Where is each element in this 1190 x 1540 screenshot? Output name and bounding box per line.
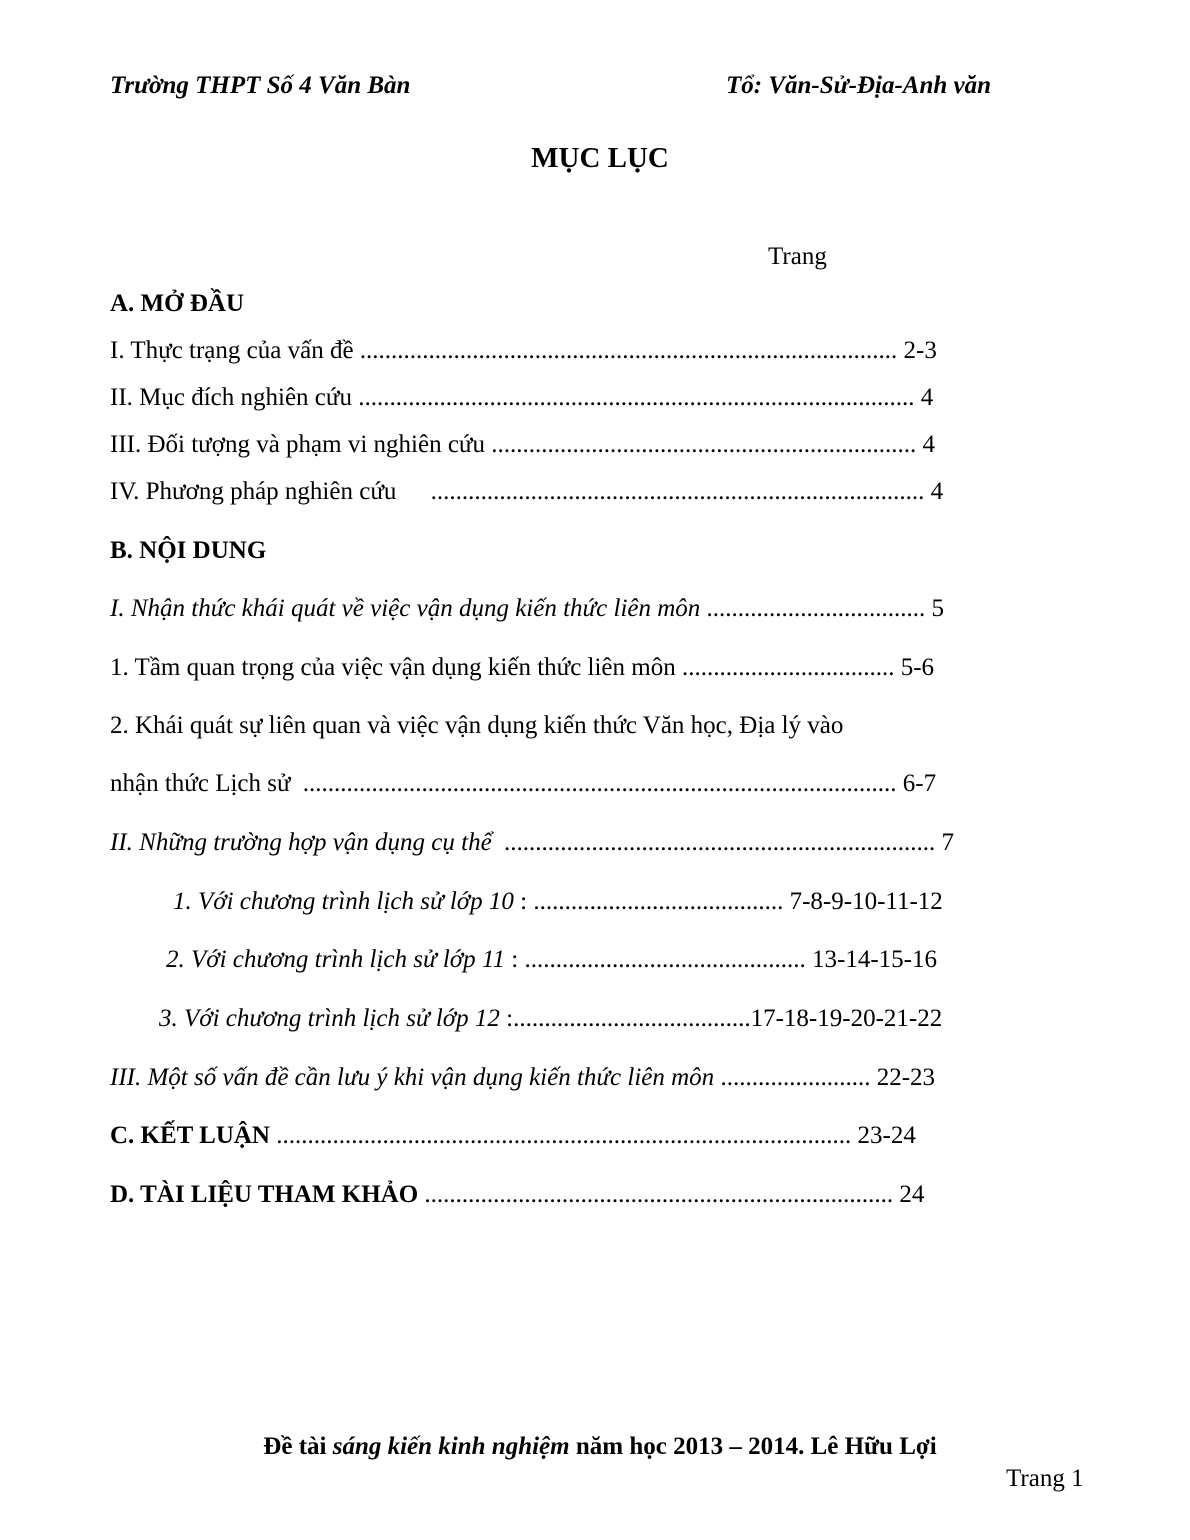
footer-suffix: năm học 2013 – 2014. Lê Hữu Lợi — [569, 1433, 937, 1460]
toc-entry-line: 2. Khái quát sự liên quan và việc vận dụng kiến thức Văn học, Địa lý vào — [110, 712, 844, 739]
toc-entry-separator: : — [513, 888, 534, 915]
section-a-heading: A. MỞ ĐẦU — [110, 290, 245, 317]
toc-entry-text: 2. Với chương trình lịch sử lớp 11 — [166, 946, 506, 973]
toc-entry-text: 1. Tầm quan trọng của việc vận dụng kiến thức liên môn — [110, 654, 676, 681]
header-school: Trường THPT Số 4 Văn Bàn — [110, 72, 411, 99]
toc-entry-page: 5 — [931, 595, 945, 622]
toc-entry[interactable] — [173, 888, 943, 916]
toc-entry[interactable] — [110, 770, 936, 798]
toc-entry-page: 7 — [941, 829, 954, 856]
toc-entry-leader: ..................................................................... — [503, 829, 936, 856]
section-b-heading: B. NỘI DUNG — [110, 537, 267, 564]
toc-entry-page: 7-8-9-10-11-12 — [789, 888, 943, 915]
page-number: Trang 1 — [1006, 1465, 1084, 1492]
toc-entry-leader: ............................................................................... — [430, 478, 925, 505]
toc-entry-text: 3. Với chương trình lịch sử lớp 12 — [159, 1005, 500, 1032]
header-department: Tổ: Văn-Sử-Địa-Anh văn — [726, 72, 992, 99]
toc-entry-leader: ........................ — [720, 1064, 871, 1091]
toc-entry-leader: ........................................ — [533, 888, 784, 915]
footer-italic: sáng kiến kinh nghiệm — [332, 1433, 570, 1460]
toc-entry[interactable] — [110, 829, 954, 857]
toc-entry[interactable] — [110, 478, 943, 506]
page-column-label: Trang — [768, 243, 827, 270]
toc-entry[interactable] — [166, 946, 937, 974]
toc-entry[interactable] — [110, 654, 934, 682]
toc-entry-leader: ............................................................................................... — [302, 770, 897, 797]
toc-entry-text: nhận thức Lịch sử — [110, 770, 291, 797]
toc-entry-page: 4 — [930, 478, 944, 505]
toc-entry-leader: ...................................................................................... — [359, 337, 898, 364]
toc-entry-leader: ...................................... — [513, 1005, 751, 1032]
toc-entry-leader: ............................................................................................ — [276, 1122, 852, 1149]
toc-entry-page: 13-14-15-16 — [812, 946, 937, 973]
toc-entry-page: 4 — [920, 384, 934, 411]
toc-entry-page: 4 — [922, 431, 935, 458]
section-d-heading: D. TÀI LIỆU THAM KHẢO — [110, 1181, 419, 1208]
toc-entry-text: III. Đối tượng và phạm vi nghiên cứu — [110, 431, 485, 458]
toc-entry-page: 24 — [899, 1181, 925, 1208]
toc-entry-leader: .................................................................... — [491, 431, 917, 458]
toc-entry-leader: ........................................................................... — [424, 1181, 894, 1208]
page-title: MỤC LỤC — [531, 142, 669, 174]
toc-entry-leader: ......................................................................................... — [358, 384, 915, 411]
footer-caption — [0, 1433, 1190, 1461]
toc-entry-text: I. Thực trạng của vấn đề — [110, 337, 354, 364]
toc-entry[interactable] — [110, 337, 937, 365]
toc-entry[interactable] — [110, 1064, 935, 1092]
toc-entry-text: IV. Phương pháp nghiên cứu — [110, 478, 397, 505]
toc-entry-page: 2-3 — [903, 337, 937, 364]
toc-entry-page: 23-24 — [857, 1122, 916, 1149]
toc-entry-text: I. Nhận thức khái quát về việc vận dụng kiến thức liên môn — [110, 595, 701, 622]
toc-entry-page: 22-23 — [876, 1064, 936, 1091]
toc-entry-text: II. Những trường hợp vận dụng cụ thể — [110, 829, 492, 856]
toc-entry[interactable] — [110, 1122, 916, 1150]
toc-entry-separator: : — [505, 946, 525, 973]
toc-entry-leader: ................................... — [706, 595, 926, 622]
toc-entry-text: III. Một số vấn đề cần lưu ý khi vận dụng kiến thức liên môn — [110, 1064, 715, 1091]
toc-entry[interactable] — [110, 595, 944, 623]
toc-entry-page: 5-6 — [900, 654, 935, 681]
section-c-heading: C. KẾT LUẬN — [110, 1122, 270, 1149]
toc-entry-page: 6-7 — [902, 770, 937, 797]
toc-entry[interactable] — [159, 1005, 942, 1033]
toc-entry-leader: ............................................. — [524, 946, 806, 973]
toc-entry[interactable] — [110, 384, 933, 412]
toc-entry-page: 17-18-19-20-21-22 — [750, 1005, 943, 1032]
footer-prefix: Đề tài — [263, 1433, 333, 1460]
toc-entry-text: II. Mục đích nghiên cứu — [110, 384, 352, 411]
toc-entry-separator: : — [499, 1005, 514, 1032]
toc-entry[interactable] — [110, 1181, 924, 1209]
toc-entry-text: 1. Với chương trình lịch sử lớp 10 — [173, 888, 514, 915]
toc-entry[interactable] — [110, 431, 935, 459]
toc-entry-leader: .................................. — [681, 654, 895, 681]
